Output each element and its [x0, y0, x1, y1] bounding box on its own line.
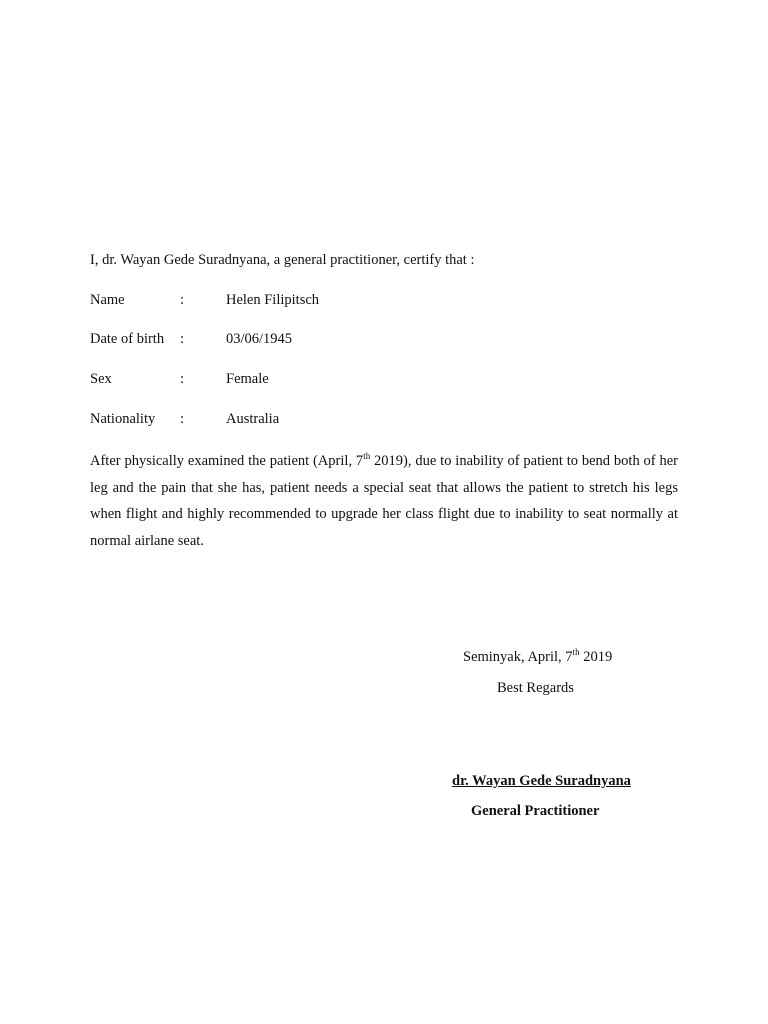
field-value: Australia — [226, 411, 280, 427]
field-separator: : — [180, 411, 185, 427]
place-date-year: 2019 — [579, 649, 613, 665]
paragraph-text-rest: 2019), due to inability of patient to bend both of her leg and the pain that she has, patient needs a special seat that allows the patient to stretch his legs when flight and highly recommended to upgrade her class flight due to inability to seat normally at normal airlane seat. — [90, 453, 678, 550]
paragraph-text-start: After physically examined the patient (April, 7 — [90, 453, 364, 469]
field-label: Nationality — [90, 411, 156, 427]
intro-statement: I, dr. Wayan Gede Suradnyana, a general practitioner, certify that : — [90, 252, 475, 268]
field-separator: : — [180, 331, 185, 347]
field-value: Female — [226, 371, 269, 387]
examination-paragraph — [90, 448, 678, 555]
field-label: Name — [90, 292, 125, 308]
signer-title: General Practitioner — [471, 803, 600, 819]
field-value: 03/06/1945 — [226, 331, 293, 347]
ordinal-suffix: th — [572, 647, 580, 658]
field-label: Sex — [90, 371, 112, 387]
field-value: Helen Filipitsch — [226, 292, 320, 308]
place-date-text: Seminyak, April, 7 — [463, 649, 573, 665]
closing-regards: Best Regards — [497, 680, 574, 696]
field-separator: : — [180, 371, 185, 387]
field-separator: : — [180, 292, 185, 308]
field-label: Date of birth — [90, 331, 165, 347]
place-and-date — [463, 649, 612, 666]
ordinal-suffix: th — [363, 451, 371, 462]
signer-name: dr. Wayan Gede Suradnyana — [452, 773, 631, 789]
